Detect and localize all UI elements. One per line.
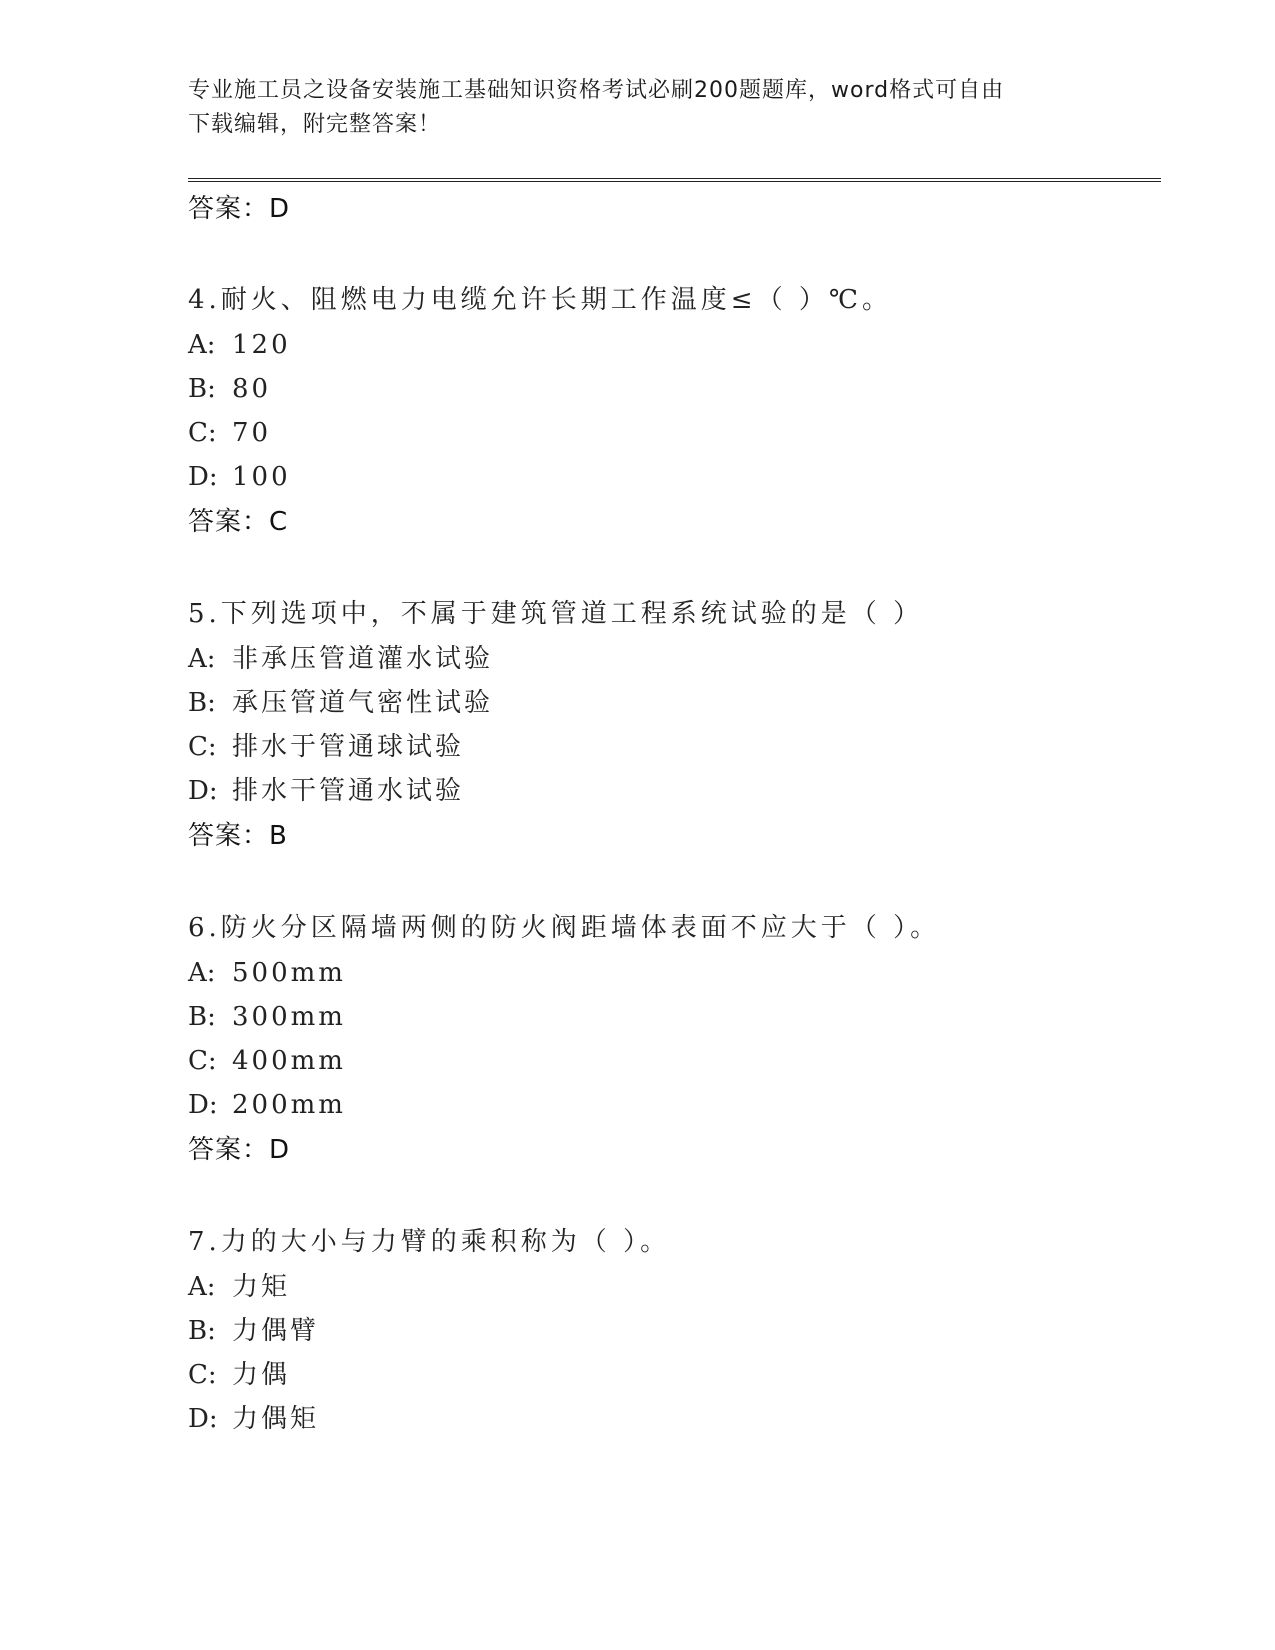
option-text: 排水干管通水试验 [232,776,465,806]
option-text: 120 [232,330,291,360]
option-letter: D: [188,1404,218,1434]
option-text: 力矩 [232,1272,291,1302]
q6-option-c [188,1044,346,1078]
q7-option-b [188,1314,319,1348]
option-letter: A: [188,958,216,988]
q7-option-a [188,1270,290,1304]
option-letter: C: [188,418,217,448]
option-letter: C: [188,1046,217,1076]
option-text: 力偶 [232,1360,291,1390]
option-letter: A: [188,1272,216,1302]
option-letter: B: [188,1002,216,1032]
option-text: 500mm [232,958,346,988]
q7-option-d [188,1402,319,1436]
option-text: 力偶矩 [232,1404,320,1434]
option-text: 非承压管道灌水试验 [232,644,494,674]
option-text: 排水于管通球试验 [232,732,465,762]
header-line-2: 下载编辑，附完整答案！ [188,112,442,137]
q4-option-a [188,328,291,362]
question-4: 4.耐火、阻燃电力电缆允许长期工作温度≤（ ）℃。 [188,285,892,315]
q5-option-a [188,642,493,676]
q4-option-d [188,460,291,494]
option-text: 80 [232,374,272,404]
q5-option-d [188,774,464,808]
q4-option-b [188,372,271,406]
q5-option-b [188,686,493,720]
q4-option-c [188,416,271,450]
option-letter: D: [188,462,218,492]
option-letter: B: [188,688,216,718]
answer-q6: 答案：D [188,1135,291,1165]
answer-q3: 答案：D [188,194,291,224]
option-letter: A: [188,644,216,674]
option-letter: B: [188,374,216,404]
option-text: 200mm [232,1090,346,1120]
answer-q5: 答案：B [188,821,288,851]
option-letter: C: [188,732,217,762]
header-line-1: 专业施工员之设备安装施工基础知识资格考试必刷200题题库，word格式可自由 [188,78,1005,103]
option-letter: A: [188,330,216,360]
q6-option-a [188,956,346,990]
option-text: 400mm [232,1046,346,1076]
q6-option-b [188,1000,346,1034]
option-letter: D: [188,776,218,806]
question-6: 6.防火分区隔墙两侧的防火阀距墙体表面不应大于（ ）。 [188,913,941,943]
q7-option-c [188,1358,290,1392]
option-letter: D: [188,1090,218,1120]
q6-option-d [188,1088,346,1122]
header-divider [188,178,1161,182]
document-header [188,74,1068,142]
option-text: 力偶臂 [232,1316,320,1346]
option-text: 300mm [232,1002,346,1032]
option-text: 100 [232,462,291,492]
q5-option-c [188,730,464,764]
option-text: 70 [232,418,272,448]
option-text: 承压管道气密性试验 [232,688,494,718]
answer-q4: 答案：C [188,507,289,537]
option-letter: B: [188,1316,216,1346]
question-7: 7.力的大小与力臂的乘积称为（ ）。 [188,1227,671,1257]
option-letter: C: [188,1360,217,1390]
question-5: 5.下列选项中，不属于建筑管道工程系统试验的是（ ） [188,599,924,629]
